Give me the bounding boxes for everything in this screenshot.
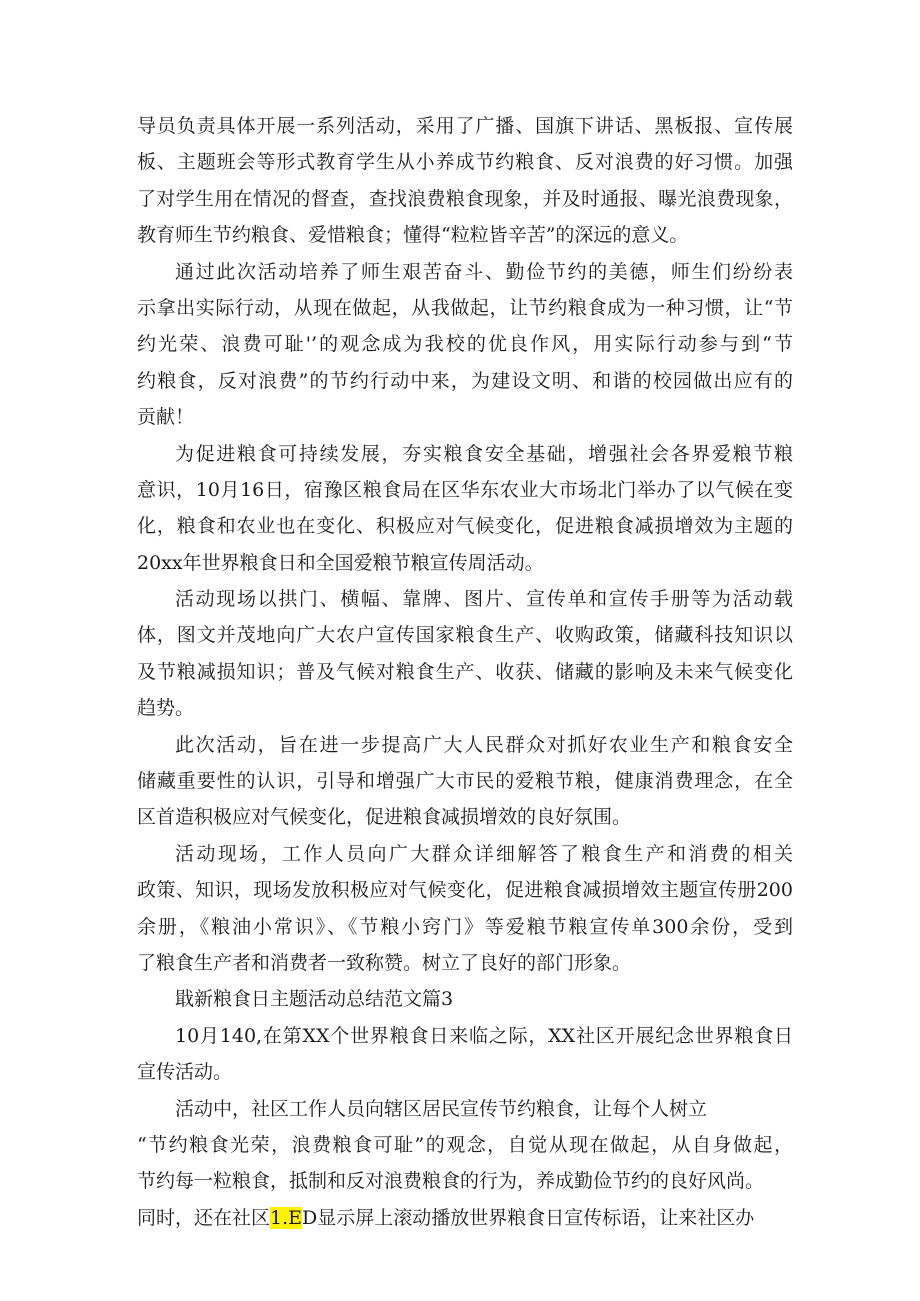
paragraph bbox=[137, 981, 793, 1017]
paragraph-line: 约光荣、浪费可耻'’的观念成为我校的优良作风，用实际行动参与到“节 bbox=[137, 333, 793, 356]
paragraph-line: 教育师生节约粮食、爱惜粮食；懂得“粒粒皆辛苦”的深远的意义。 bbox=[137, 224, 689, 247]
paragraph bbox=[137, 254, 793, 436]
paragraph-line: 区首造积极应对气候变化，促进粮食减损增效的良好氛围。 bbox=[137, 806, 632, 829]
paragraph-line: 20xx年世界粮食日和全国爱粮节粮宣传周活动。 bbox=[137, 551, 544, 574]
paragraph-line: 10月140,在第XX个世界粮食日来临之际，XX社区开展纪念世界粮食日 bbox=[175, 1024, 793, 1047]
paragraph-line: 余册，《粮油小常识》、《节粮小窍门》等爱粮节粮宣传单300余份，受到 bbox=[137, 915, 793, 938]
paragraph-line: 导员负责具体开展一系列活动，采用了广播、国旗下讲话、黑板报、宣传展 bbox=[137, 115, 793, 137]
paragraph-line: 此次活动，旨在进一步提高广大人民群众对抓好农业生产和粮食安全 bbox=[175, 733, 793, 756]
paragraph-line: 了粮食生产者和消费者一致称赞。树立了良好的部门形象。 bbox=[137, 951, 632, 974]
final-line-before: 同时，还在社区 bbox=[137, 1206, 271, 1229]
final-line-after: D显示屏上滚动播放世界粮食日宣传标语，让来社区办 bbox=[302, 1206, 755, 1229]
final-line bbox=[137, 1200, 793, 1236]
paragraph bbox=[137, 581, 793, 727]
paragraph-line: 意识，10月16日，宿豫区粮食局在区华东农业大市场北门举办了以气候在变 bbox=[137, 478, 793, 501]
paragraph-line: 宣传活动。 bbox=[137, 1061, 233, 1084]
paragraph bbox=[137, 1018, 793, 1091]
paragraph-line: 活动中，社区工作人员向辖区居民宣传节约粮食，让每个人树立 bbox=[175, 1097, 708, 1120]
paragraph-line: 活动现场，工作人员向广大群众详细解答了粮食生产和消费的相关 bbox=[175, 842, 793, 865]
paragraph bbox=[137, 1091, 793, 1127]
paragraph-line: 板、主题班会等形式教育学生从小养成节约粮食、反对浪费的好习惯。加强 bbox=[137, 151, 793, 174]
paragraph-line: “节约粮食光荣，浪费粮食可耻”的观念，自觉从现在做起，从自身做起， bbox=[137, 1133, 793, 1156]
paragraph-line: 储藏重要性的认识，引导和增强广大市民的爱粮节粮，健康消费理念，在全 bbox=[137, 770, 793, 793]
paragraph-line: 化，粮食和农业也在变化、积极应对气候变化，促进粮食减损增效为主题的 bbox=[137, 515, 793, 538]
document-body bbox=[137, 108, 793, 1236]
paragraph bbox=[137, 108, 793, 254]
paragraph-line: 趋势。 bbox=[137, 697, 195, 720]
paragraph-line: 示拿出实际行动，从现在做起，从我做起，让节约粮食成为一种习惯，让“节 bbox=[137, 296, 793, 319]
paragraph bbox=[137, 727, 793, 836]
paragraph-line: 通过此次活动培养了师生艰苦奋斗、勤俭节约的美德，师生们纷纷表 bbox=[175, 260, 793, 283]
paragraph bbox=[137, 1127, 793, 1200]
paragraph-line: 约粮食，反对浪费”的节约行动中来，为建设文明、和谐的校园做出应有的 bbox=[137, 369, 793, 392]
highlighted-text: 1.E bbox=[270, 1206, 303, 1229]
paragraph-line: 政策、知识，现场发放积极应对气候变化，促进粮食减损增效主题宣传册200 bbox=[137, 879, 793, 902]
paragraph-line: 节约每一粒粮食，抵制和反对浪费粮食的行为，养成勤俭节约的良好风尚。 bbox=[137, 1170, 765, 1193]
paragraph-line: 了对学生用在情况的督查，查找浪费粮食现象，并及时通报、曝光浪费现象， bbox=[137, 187, 793, 210]
paragraph-line: 及节粮减损知识；普及气候对粮食生产、收获、储藏的影响及未来气候变化 bbox=[137, 660, 793, 683]
paragraph-line: 戢新粮食日主题活动总结范文篇3 bbox=[175, 988, 454, 1011]
paragraph-line: 为促进粮食可持续发展，夯实粮食安全基础，增强社会各界爱粮节粮 bbox=[175, 442, 793, 465]
paragraph-line: 贡献！ bbox=[137, 406, 195, 429]
paragraph bbox=[137, 836, 793, 982]
paragraph bbox=[137, 436, 793, 582]
paragraph-line: 活动现场以拱门、横幅、靠牌、图片、宣传单和宣传手册等为活动载 bbox=[175, 588, 793, 611]
paragraph-line: 体，图文并茂地向广大农户宣传国家粮食生产、收购政策，储藏科技知识以 bbox=[137, 624, 793, 647]
